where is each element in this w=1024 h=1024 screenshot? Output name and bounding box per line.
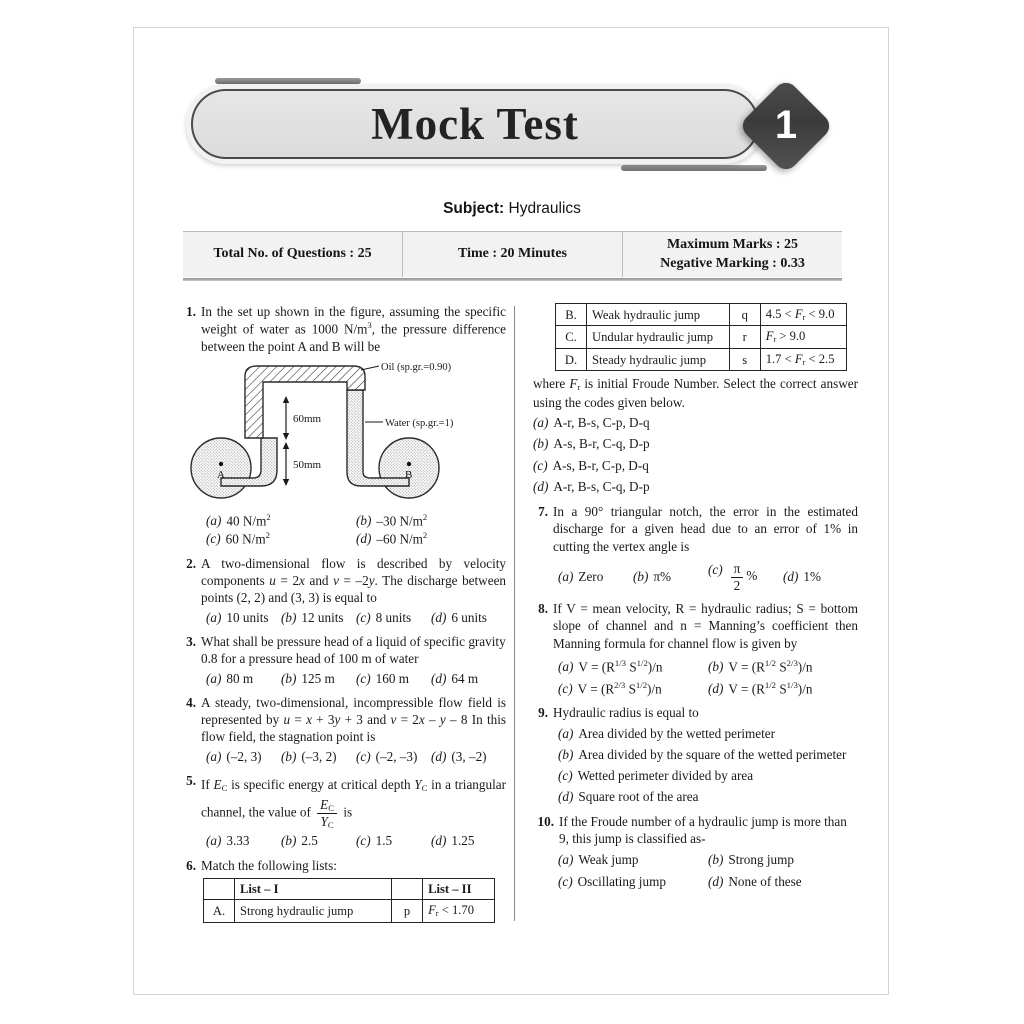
info-cell-marks [623,232,842,277]
reservoir-a [191,438,251,498]
question-8-option-a[interactable]: (a) $V = (R^{1/3}$ $S^{1/2})/n$ [558,657,663,675]
question-9-option-b[interactable]: (b) Area divided by the square of the wetted perimeter [558,746,847,762]
point-b-label: B [405,469,413,482]
info-total-questions: Total No. of Questions : 25 [213,246,372,262]
question-9-option-a[interactable]: (a) Area divided by the wetted perimeter [558,725,776,741]
info-table-bottom-rule [183,278,842,281]
question-1-option-d-key: (d) [356,531,372,547]
question-2 [181,555,506,626]
question-7-option-d[interactable]: (d) 1% [783,569,821,585]
question-3-text: What shall be pressure head of a liquid of specific gravity 0.8 for a pressure head of 100 m of water [201,633,506,667]
question-6-option-b[interactable]: (b) A-s, B-r, C-q, D-p [533,436,650,452]
table-row [556,304,847,326]
question-10 [533,813,858,890]
match-list-table-right [555,303,847,371]
row-item-a: Strong hydraulic jump [235,900,392,922]
arrow-upper-bottom [283,433,289,440]
test-paper-page [133,27,889,995]
question-8-text: If V = mean velocity, R = hydraulic radius; S = bottom slope of channel and n = Manning’s coefficient then Manning formula for channel flow is given by [553,601,858,651]
point-a-label: A [217,469,225,482]
question-2-option-a[interactable]: (a) 10 units [206,609,269,625]
question-5-options [181,832,506,849]
test-number-badge [738,78,834,174]
question-9 [533,704,858,805]
row-code-r: r [729,326,760,348]
header [134,28,890,173]
table-row-header [204,878,495,899]
question-3 [181,633,506,687]
info-cell-time [403,232,623,277]
header-list-2: List – II [423,878,495,899]
manometer-diagram-svg [181,360,481,503]
question-1-options-row-2 [181,530,506,548]
row-code-s: s [729,348,760,370]
question-8-option-d[interactable]: (d) $V = (R^{1/2}$ $S^{1/3})/n$ [708,679,813,696]
question-7-option-b[interactable]: (b) π% [633,569,672,585]
question-3-option-b[interactable]: (b) 125 m [281,670,335,686]
question-6-note: where $F_r$ is initial Froude Number. Select the correct answer using the codes given below. [533,376,858,410]
row-item-c: Undular hydraulic jump [587,326,730,348]
question-8-number: 8. [538,601,548,617]
question-8-option-b[interactable]: (b) $V = (R^{1/2}$ $S^{2/3})/n$ [708,657,813,675]
header-list-1: List – I [235,878,392,899]
question-2-option-b[interactable]: (b) 12 units [281,609,344,625]
question-6-number: 6. [186,857,196,873]
question-7-text: In a 90° triangular notch, the error in the estimated discharge for a given head due to an error of 1% in cutting the vertex angle is [553,504,858,554]
table-row [556,326,847,348]
question-10-option-c[interactable]: (c) Oscillating jump [558,873,666,889]
question-1-option-c[interactable] [206,530,356,548]
question-6-option-a[interactable]: (a) A-r, B-s, C-p, D-q [533,414,650,430]
question-1-option-b-text: –30 $N/m^2$ [376,511,428,528]
header-key-cell [204,878,235,899]
oil-label: Oil (sp.gr.=0.90) [381,362,452,374]
question-5-option-c[interactable]: (c) 1.5 [356,833,393,849]
row-key-b: B. [556,304,587,326]
question-1-exponent: 3 [367,320,372,331]
question-3-number: 3. [186,633,196,649]
info-max-marks: Maximum Marks : 25 [666,237,799,253]
table-row [556,348,847,370]
question-1-option-a-key: (a) [206,512,222,528]
question-1-option-a[interactable] [206,512,356,530]
row-key-d: D. [556,348,587,370]
question-7-option-a[interactable]: (a) Zero [558,569,604,585]
question-9-text: Hydraulic radius is equal to [553,705,699,721]
question-4 [181,694,506,765]
question-8-option-c[interactable]: (c) $V = (R^{2/3}$ $S^{1/2})/n$ [558,679,662,696]
question-1-text-part-b: , the pressure difference between the point A and B will be [201,321,506,354]
arrow-lower-top [283,442,289,449]
page-title: Mock Test [371,98,579,149]
point-b-dot [407,462,411,466]
exam-info-table [183,231,842,277]
info-cell-questions [183,232,403,277]
question-5-number: 5. [186,772,196,788]
question-1-text [201,303,506,355]
question-4-options [181,748,506,765]
question-8 [533,600,858,697]
subject-value: Hydraulics [508,200,581,217]
question-5-option-a[interactable]: (a) 3.33 [206,833,250,849]
question-1-option-c-key: (c) [206,531,221,547]
arrow-upper-top [283,396,289,403]
question-7 [533,503,858,593]
question-6 [181,857,506,923]
question-3-option-a[interactable]: (a) 80 m [206,670,254,686]
oil-leader-line [361,366,379,370]
question-2-option-c[interactable]: (c) 8 units [356,609,412,625]
question-7-options [533,561,858,593]
point-a-dot [219,462,223,466]
question-1-option-b[interactable] [356,512,506,530]
question-5-fraction: $\frac{E_C}{Y_C}$ [317,797,337,830]
manometer-figure [181,360,506,507]
question-4-option-a[interactable]: (a) (–2, 3) [206,748,262,764]
question-9-number: 9. [538,705,548,721]
question-2-text: A two-dimensional flow is described by velocity components u = 2x and v = –2y. The discharge between points (2, 2) and (3, 3) is equal to [201,555,507,606]
question-5-option-b[interactable]: (b) 2.5 [281,833,318,849]
column-divider [514,306,515,921]
question-1-options-row-1 [181,512,506,530]
question-1-option-d-text: –60 $N/m^2$ [376,530,428,547]
question-4-option-d[interactable]: (d) (3, –2) [431,748,487,764]
title-banner [186,84,764,164]
question-4-text: A steady, two-dimensional, incompressible flow field is represented by u = x + 3y + 3 and v = 2x – y – 8 In this flow field, the stagnation point is [201,694,507,745]
subject-line [134,200,890,218]
question-4-option-c[interactable]: (c) (–2, –3) [356,748,418,764]
question-1-option-b-key: (b) [356,512,372,528]
question-7-option-c[interactable]: (c) $\frac{\pi}{2}$ % [708,560,758,593]
question-1-text-part-a: In the set up shown in the figure, assuming the specific weight of water as 1000 N/m [201,304,506,337]
reservoir-b [379,438,439,498]
dimension-label-lower: 50mm [293,459,322,472]
question-3-options [181,670,506,687]
badge-number-label: 1 [774,103,798,147]
table-row [204,900,495,922]
row-code-q: q [729,304,760,326]
question-2-number: 2. [186,555,196,571]
row-cond-p: $F_r < 1.70$ [423,900,495,922]
question-7-fraction: $\frac{\pi}{2}$ [731,561,744,593]
question-6-option-d[interactable]: (d) A-r, B-s, C-q, D-p [533,478,650,494]
question-3-option-d[interactable]: (d) 64 m [431,670,479,686]
question-9-options [533,725,858,806]
question-5 [181,772,506,850]
row-cond-q: $4.5 < F_r < 9.0$ [760,304,846,326]
question-10-options-row-2 [533,873,858,890]
question-2-options [181,609,506,626]
question-1-number: 1. [186,304,196,319]
question-10-option-d[interactable]: (d) None of these [708,873,802,889]
row-cond-r: $F_r > 9.0$ [760,326,846,348]
left-column [181,303,506,930]
row-key-a: A. [204,900,235,922]
question-7-number: 7. [538,504,548,520]
row-item-d: Steady hydraulic jump [587,348,730,370]
question-4-number: 4. [186,694,196,710]
question-6-option-c[interactable]: (c) A-s, B-r, C-p, D-q [533,457,649,473]
dimension-label-upper: 60mm [293,413,322,426]
question-9-option-c[interactable]: (c) Wetted perimeter divided by area [558,768,754,784]
question-8-options-row-2 [533,680,858,698]
right-column [533,303,858,897]
subject-label: Subject: [443,200,505,217]
question-10-option-b[interactable]: (b) Strong jump [708,852,794,868]
question-6-options [533,414,858,495]
question-5-text: If $E_C$ is specific energy at critical depth $Y_C$ in a triangular channel, the value of $\frac{E_C}{Y_C}$ is [201,776,506,831]
title-pill [191,89,759,159]
info-time: Time : 20 Minutes [457,246,567,262]
question-3-option-c[interactable]: (c) 160 m [356,670,409,686]
question-2-option-d[interactable]: (d) 6 units [431,609,487,625]
header-code-cell [392,878,423,899]
water-label: Water (sp.gr.=1) [385,418,454,430]
row-item-b: Weak hydraulic jump [587,304,730,326]
question-5-option-d[interactable]: (d) 1.25 [431,833,475,849]
match-list-table-left [203,878,495,923]
question-1-option-a-text: 40 $N/m^2$ [226,511,271,528]
question-9-option-d[interactable]: (d) Square root of the area [558,789,699,805]
arrow-lower-bottom [283,479,289,486]
question-1-option-c-text: 60 $N/m^2$ [225,530,270,547]
question-6-text: Match the following lists: [201,857,337,873]
question-8-options-row-1 [533,658,858,676]
question-10-number: 10. [537,813,554,829]
question-1-option-d[interactable] [356,530,506,548]
row-cond-s: $1.7 < F_r < 2.5$ [760,348,846,370]
question-10-text: If the Froude number of a hydraulic jump is more than 9, this jump is classified as- [559,813,847,846]
info-negative-marking: Negative Marking : 0.33 [660,255,805,271]
question-4-option-b[interactable]: (b) (–3, 2) [281,748,337,764]
question-1 [181,303,506,548]
row-code-p: p [392,900,423,922]
row-key-c: C. [556,326,587,348]
question-10-option-a[interactable]: (a) Weak jump [558,852,639,868]
question-10-options-row-1 [533,851,858,868]
